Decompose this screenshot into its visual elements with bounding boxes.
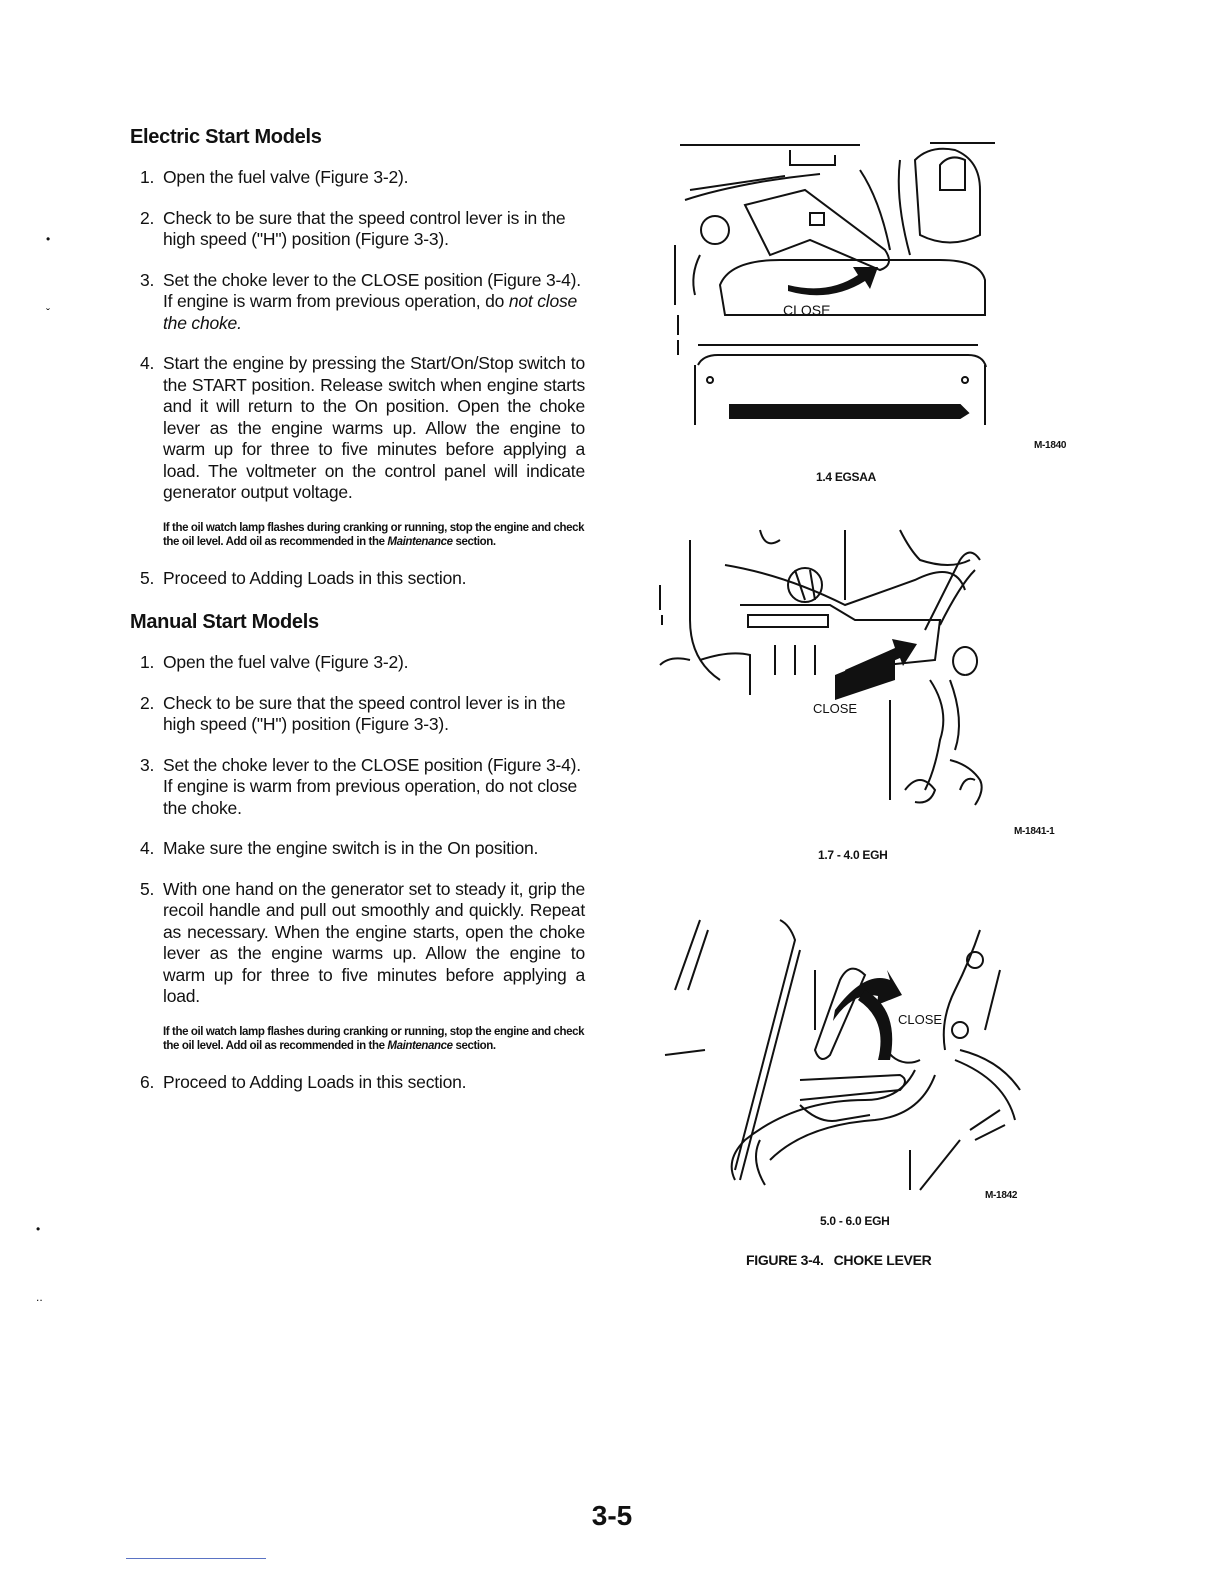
choke-diagram-1: [660, 135, 1000, 435]
electric-step-1: 1. Open the fuel valve (Figure 3-2).: [140, 167, 409, 187]
manual-oil-note: If the oil watch lamp flashes during cranking or running, stop the engine and check the oil level. Add oil as recommended in the Maintenance section.: [163, 1025, 585, 1052]
instructions-column: [130, 126, 585, 1112]
manual-step-5: 5. With one hand on the generator set to steady it, grip the recoil handle and pull out smoothly and quickly. Repeat as necessary. When the engine starts, open the choke lever as the engine warms up. Allow the engine to warm up for three to five minutes before applying a load.: [140, 878, 585, 1006]
close-label-2: CLOSE: [813, 701, 858, 716]
electric-step-4: 4. Start the engine by pressing the Start/On/Stop switch to the START position. Release switch when engine starts and it will return to the On position. Open the choke lever as the engine warms up. Allow the engine to warm up for three to five minutes before applying a load. The voltmeter on the control panel will indicate generator output voltage.: [140, 353, 585, 502]
manual-steps: [130, 652, 585, 1008]
manual-steps-cont: [130, 1072, 585, 1094]
section-heading-electric: Electric Start Models: [130, 126, 322, 148]
scan-mark: ..: [36, 1290, 43, 1304]
electric-oil-note: If the oil watch lamp flashes during cranking or running, stop the engine and check the oil level. Add oil as recommended in the Maintenance section.: [163, 521, 585, 548]
figure-2-id: M-1841-1: [1014, 826, 1055, 837]
choke-diagram-2: [650, 520, 1030, 820]
electric-steps-cont: [130, 568, 585, 590]
manual-step-6: 6. Proceed to Adding Loads in this section.: [140, 1071, 467, 1092]
electric-steps: [130, 167, 585, 504]
close-label-3: CLOSE: [898, 1012, 943, 1027]
figure-1-model: 1.4 EGSAA: [816, 470, 876, 484]
scan-mark: •: [46, 232, 51, 246]
arrow-icon: [788, 267, 878, 295]
figure-number: FIGURE 3-4.: [746, 1252, 824, 1268]
manual-step-1: 1. Open the fuel valve (Figure 3-2).: [140, 652, 409, 672]
choke-diagram-3: [660, 910, 1030, 1200]
electric-step-5: 5. Proceed to Adding Loads in this section.: [140, 567, 467, 588]
manual-step-2: 2. Check to be sure that the speed control lever is in the high speed ("H") position (Figure 3-3).: [140, 692, 566, 734]
figure-3-model: 5.0 - 6.0 EGH: [820, 1214, 890, 1228]
scan-mark: •: [36, 1222, 41, 1236]
close-label-1: CLOSE: [783, 302, 831, 318]
figure-1-id: M-1840: [1034, 440, 1067, 451]
page-number: 3-5: [591, 1500, 633, 1531]
manual-step-3: 3. Set the choke lever to the CLOSE position (Figure 3-4). If engine is warm from previous operation, do not close the choke.: [140, 754, 581, 818]
figure-name: CHOKE LEVER: [833, 1252, 932, 1268]
scan-mark: ˇ: [46, 306, 50, 320]
figure-title: [746, 1252, 941, 1268]
section-heading-manual: Manual Start Models: [130, 611, 319, 633]
figure-2-model: 1.7 - 4.0 EGH: [818, 848, 888, 862]
electric-step-3: 3. Set the choke lever to the CLOSE position (Figure 3-4). If engine is warm from previous operation, do not close the choke.: [140, 269, 581, 333]
figure-choke-1-4-egsaa: [660, 135, 1000, 435]
figure-3-id: M-1842: [985, 1190, 1018, 1201]
figure-choke-1-7-egh: [650, 520, 1030, 820]
footer-rule: [126, 1558, 266, 1559]
figure-choke-5-0-egh: [660, 910, 1030, 1200]
electric-step-2: 2. Check to be sure that the speed control lever is in the high speed ("H") position (Figure 3-3).: [140, 207, 566, 249]
manual-step-4: 4. Make sure the engine switch is in the On position.: [140, 838, 539, 858]
